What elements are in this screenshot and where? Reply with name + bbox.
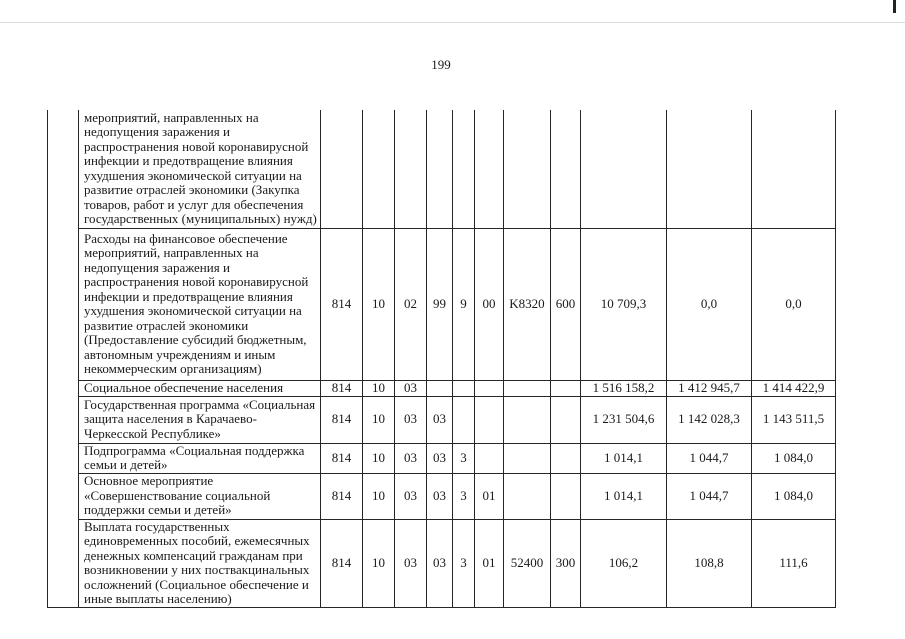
ministry-code-cell: 814 [321, 396, 363, 443]
section-code-cell: 10 [363, 380, 395, 396]
amount-year-1-cell: 106,2 [581, 519, 667, 607]
main-event-code-cell [475, 110, 504, 228]
row-label: Основное мероприятие «Совершенствование социальной поддержки семьи и детей» [79, 473, 321, 519]
expense-direction-code-cell [504, 110, 551, 228]
scan-artifact-mark [893, 0, 896, 13]
main-event-code-cell [475, 396, 504, 443]
amount-year-2-cell [667, 110, 752, 228]
expense-type-code-cell [551, 380, 581, 396]
amount-year-2-cell: 1 044,7 [667, 443, 752, 473]
amount-year-1-cell: 1 516 158,2 [581, 380, 667, 396]
section-code-cell: 10 [363, 519, 395, 607]
program-code-cell: 03 [427, 396, 453, 443]
subsection-code-cell: 03 [395, 396, 427, 443]
expense-direction-code-cell [504, 473, 551, 519]
program-code-cell: 99 [427, 228, 453, 380]
section-code-cell: 10 [363, 443, 395, 473]
ministry-code-cell: 814 [321, 473, 363, 519]
program-code-cell: 03 [427, 473, 453, 519]
table-row [48, 110, 836, 228]
ministry-code-cell: 814 [321, 380, 363, 396]
budget-table [47, 110, 836, 608]
program-code-cell [427, 380, 453, 396]
expense-type-code-cell [551, 473, 581, 519]
amount-year-3-cell: 1 084,0 [752, 473, 836, 519]
ministry-code-cell: 814 [321, 443, 363, 473]
subprogram-code-cell: 3 [453, 443, 475, 473]
expense-type-code-cell: 300 [551, 519, 581, 607]
table-row [48, 228, 836, 380]
amount-year-3-cell: 0,0 [752, 228, 836, 380]
expense-direction-code-cell: 52400 [504, 519, 551, 607]
amount-year-1-cell [581, 110, 667, 228]
subsection-code-cell [395, 110, 427, 228]
section-code-cell: 10 [363, 396, 395, 443]
subsection-code-cell: 03 [395, 473, 427, 519]
row-label: Государственная программа «Социальная защита населения в Карачаево- Черкесской Республике» [79, 396, 321, 443]
main-event-code-cell: 01 [475, 473, 504, 519]
main-event-code-cell [475, 380, 504, 396]
amount-year-1-cell: 1 231 504,6 [581, 396, 667, 443]
amount-year-3-cell [752, 110, 836, 228]
amount-year-2-cell: 108,8 [667, 519, 752, 607]
amount-year-2-cell: 1 044,7 [667, 473, 752, 519]
table-row [48, 443, 836, 473]
table-row [48, 380, 836, 396]
main-event-code-cell [475, 443, 504, 473]
program-code-cell: 03 [427, 443, 453, 473]
subsection-code-cell: 03 [395, 443, 427, 473]
subprogram-code-cell: 3 [453, 473, 475, 519]
row-label: Социальное обеспечение населения [79, 380, 321, 396]
expense-direction-code-cell [504, 396, 551, 443]
subsection-code-cell: 03 [395, 519, 427, 607]
section-code-cell: 10 [363, 473, 395, 519]
expense-type-code-cell: 600 [551, 228, 581, 380]
program-code-cell [427, 110, 453, 228]
main-event-code-cell: 01 [475, 519, 504, 607]
subsection-code-cell: 03 [395, 380, 427, 396]
amount-year-1-cell: 10 709,3 [581, 228, 667, 380]
program-code-cell: 03 [427, 519, 453, 607]
amount-year-3-cell: 1 414 422,9 [752, 380, 836, 396]
subprogram-code-cell [453, 110, 475, 228]
subprogram-code-cell: 3 [453, 519, 475, 607]
subprogram-code-cell [453, 380, 475, 396]
amount-year-3-cell: 1 143 511,5 [752, 396, 836, 443]
section-code-cell: 10 [363, 228, 395, 380]
table-row [48, 519, 836, 607]
section-code-cell [363, 110, 395, 228]
expense-direction-code-cell: K8320 [504, 228, 551, 380]
scan-artifact-line [0, 22, 905, 23]
table-row [48, 473, 836, 519]
subprogram-code-cell: 9 [453, 228, 475, 380]
amount-year-1-cell: 1 014,1 [581, 473, 667, 519]
amount-year-3-cell: 111,6 [752, 519, 836, 607]
amount-year-2-cell: 1 412 945,7 [667, 380, 752, 396]
expense-direction-code-cell [504, 380, 551, 396]
row-label: Расходы на финансовое обеспечение мероприятий, направленных на недопущения заражения и распространения новой коронавирусной инфекции и предотвращение влияния ухудшения экономической ситуации на развитие отраслей экономики (Предоставление субсидий бюджетным, автономным учреждениям и иным некоммерческим организациям) [79, 228, 321, 380]
expense-type-code-cell [551, 396, 581, 443]
expense-type-code-cell [551, 443, 581, 473]
ministry-code-cell: 814 [321, 519, 363, 607]
amount-year-2-cell: 1 142 028,3 [667, 396, 752, 443]
subsection-code-cell: 02 [395, 228, 427, 380]
row-number-column [48, 110, 79, 607]
amount-year-3-cell: 1 084,0 [752, 443, 836, 473]
row-label: мероприятий, направленных на недопущения заражения и распространения новой коронавирусной инфекции и предотвращение влияния ухудшения экономической ситуации на развитие отраслей экономики (Закупка товаров, работ и услуг для обеспечения государственных (муниципальных) нужд) [79, 110, 321, 228]
row-label: Выплата государственных единовременных пособий, ежемесячных денежных компенсаций гражданам при возникновении у них поствакцинальных осложнений (Социальное обеспечение и иные выплаты населению) [79, 519, 321, 607]
row-label: Подпрограмма «Социальная поддержка семьи и детей» [79, 443, 321, 473]
expense-type-code-cell [551, 110, 581, 228]
amount-year-1-cell: 1 014,1 [581, 443, 667, 473]
ministry-code-cell: 814 [321, 228, 363, 380]
subprogram-code-cell [453, 396, 475, 443]
expense-direction-code-cell [504, 443, 551, 473]
ministry-code-cell [321, 110, 363, 228]
amount-year-2-cell: 0,0 [667, 228, 752, 380]
main-event-code-cell: 00 [475, 228, 504, 380]
table-row [48, 396, 836, 443]
page-number: 199 [431, 57, 451, 72]
